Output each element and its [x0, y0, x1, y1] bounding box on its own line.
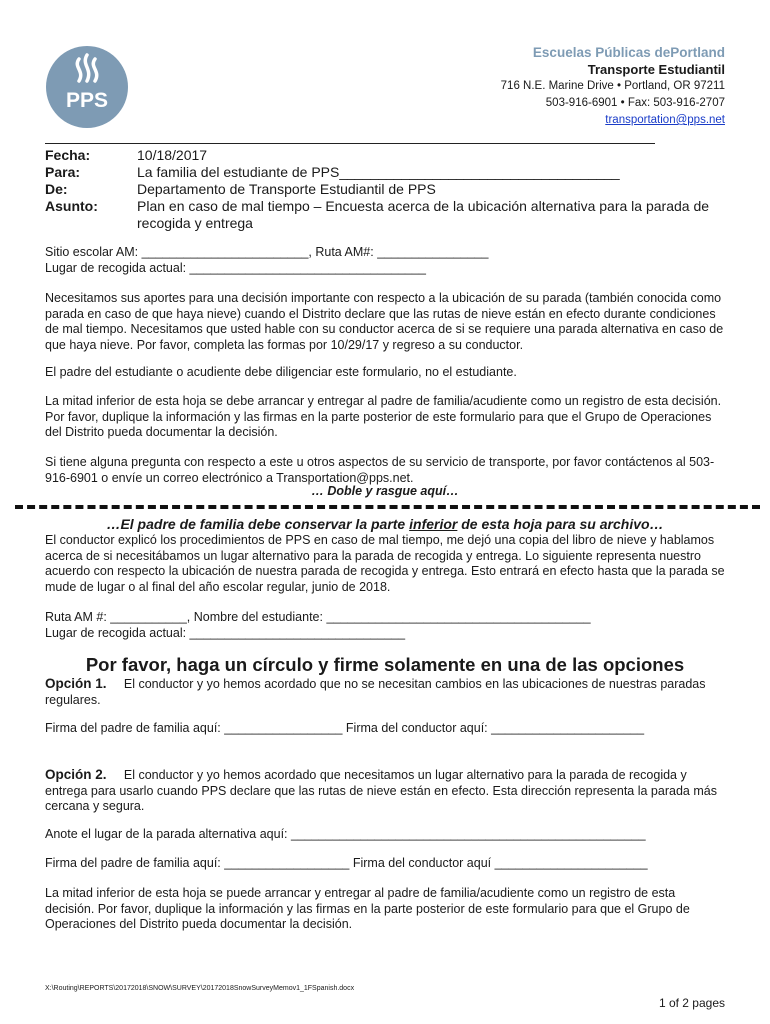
keep-notice-c: de esta hoja para su archivo…: [457, 516, 664, 532]
keep-notice-b: inferior: [409, 516, 458, 532]
paragraph-request: Necesitamos sus aportes para una decisión importante con respecto a la ubicación de su parada (también conocida como parada en caso de que haya nieve) cuando el Distrito declare que las rutas de nieve están en efecto durante condiciones de mal tiempo. Necesitamos que usted hable con su conductor acerca de si se requiere una parada alternativa en caso de que haya nieve. Por favor, completa las formas por 10/29/17 y regreso a su conductor.: [45, 291, 724, 352]
fold-tear-note: … Doble y rasgue aquí…: [311, 484, 459, 498]
paragraph-tearoff-2: La mitad inferior de esta hoja se puede arrancar y entregar al padre de familia/acudiente como un registro de esta decisión. Por favor, duplique la información y las firmas en la parte posterior de este formulario para que el Grupo de Operaciones del Distrito pueda documentar la decisión.: [45, 886, 690, 931]
option-1-text: El conductor y yo hemos acordado que no se necesitan cambios en las ubicaciones de nuestras paradas regulares.: [45, 677, 706, 707]
file-path: X:\Routing\REPORTS\20172018\SNOW\SURVEY\20172018SnowSurveyMemov1_1FSpanish.docx: [45, 985, 355, 992]
asunto-value: Plan en caso de mal tiempo – Encuesta acerca de la ubicación alternativa para la parada de recogida y entrega: [137, 198, 710, 231]
letterhead: [501, 44, 725, 129]
asunto-label: Asunto:: [45, 198, 98, 214]
option-2-label: Opción 2.: [45, 767, 107, 782]
memo-block: [45, 147, 727, 232]
paragraph-parent-note: El padre del estudiante o acudiente debe diligenciar este formulario, no el estudiante.: [45, 365, 517, 379]
address: 716 N.E. Marine Drive • Portland, OR 97211: [500, 80, 725, 92]
para-label: Para:: [45, 164, 81, 180]
logo-text: PPS: [65, 89, 109, 112]
pickup-location-field-lower[interactable]: Lugar de recogida actual: _______________________________: [45, 626, 406, 640]
keep-notice: [45, 517, 725, 533]
page-count: 1 of 2 pages: [658, 996, 725, 1010]
paragraph-driver: El conductor explicó los procedimientos de PPS en caso de mal tiempo, me dejó una copia del libro de nieve y hablamos acerca de si necesitábamos un lugar alternativo para la parada de recogida y entrega. Lo siguiente representa nuestro acuerdo con respecto la ubicación de nuestra parada de recogida y entrega. Esto entrará en efecto hasta que la parada se mude de lugar o al final del año escolar regular, junio de 2018.: [45, 533, 725, 594]
keep-notice-a: …El padre de familia debe conservar la parte: [106, 516, 410, 532]
alternate-stop-field[interactable]: Anote el lugar de la parada alternativa aquí: ___________________________________________________: [45, 827, 646, 841]
pickup-location-field[interactable]: Lugar de recogida actual: __________________________________: [45, 261, 426, 275]
header-divider: [45, 143, 655, 144]
signature-row-1[interactable]: Firma del padre de familia aquí: _________________ Firma del conductor aquí: ______________________: [45, 721, 645, 735]
fecha-label: Fecha:: [45, 147, 91, 163]
para-value: La familia del estudiante de PPS____________________________________: [137, 164, 620, 180]
option-2-text: El conductor y yo hemos acordado que necesitamos un lugar alternativo para la parada de recogida y entrega para usarlo cuando PPS declare que las rutas de nieve están en efecto. Esta dirección representa la parada más cercana y segura.: [45, 768, 717, 813]
pps-logo: [45, 45, 129, 129]
dept-name: Transporte Estudiantil: [587, 62, 725, 77]
email-link[interactable]: transportation@pps.net: [605, 114, 725, 126]
de-label: De:: [45, 181, 68, 197]
paragraph-tearoff: La mitad inferior de esta hoja se debe arrancar y entregar al padre de familia/acudiente como un registro de esta decisión. Por favor, duplique la información y las firmas en la parte posterior de este formulario para que el Grupo de Operaciones del Distrito pueda documentar la decisión.: [45, 394, 722, 439]
route-student-field[interactable]: Ruta AM #: ___________, Nombre del estudiante: ______________________________________: [45, 610, 591, 624]
signature-row-2[interactable]: Firma del padre de familia aquí: __________________ Firma del conductor aquí ______________________: [45, 856, 648, 870]
option-1-label: Opción 1.: [45, 676, 107, 691]
org-name: Escuelas Públicas dePortland: [532, 45, 725, 60]
school-route-field[interactable]: Sitio escolar AM: ________________________, Ruta AM#: ________________: [45, 245, 489, 259]
option-2: [45, 767, 725, 815]
options-title: Por favor, haga un círculo y firme solamente en una de las opciones: [85, 654, 685, 675]
fecha-value: 10/18/2017: [137, 147, 208, 163]
tear-line: [15, 505, 760, 509]
phone-fax: 503-916-6901 • Fax: 503-916-2707: [545, 97, 725, 109]
de-value: Departamento de Transporte Estudiantil de PPS: [137, 181, 436, 197]
paragraph-contact: Si tiene alguna pregunta con respecto a este u otros aspectos de su servicio de transporte, por favor contáctenos al 503-916-6901 o envíe un correo electrónico a Transportation@pps.net.: [45, 455, 715, 485]
option-1: [45, 676, 725, 708]
